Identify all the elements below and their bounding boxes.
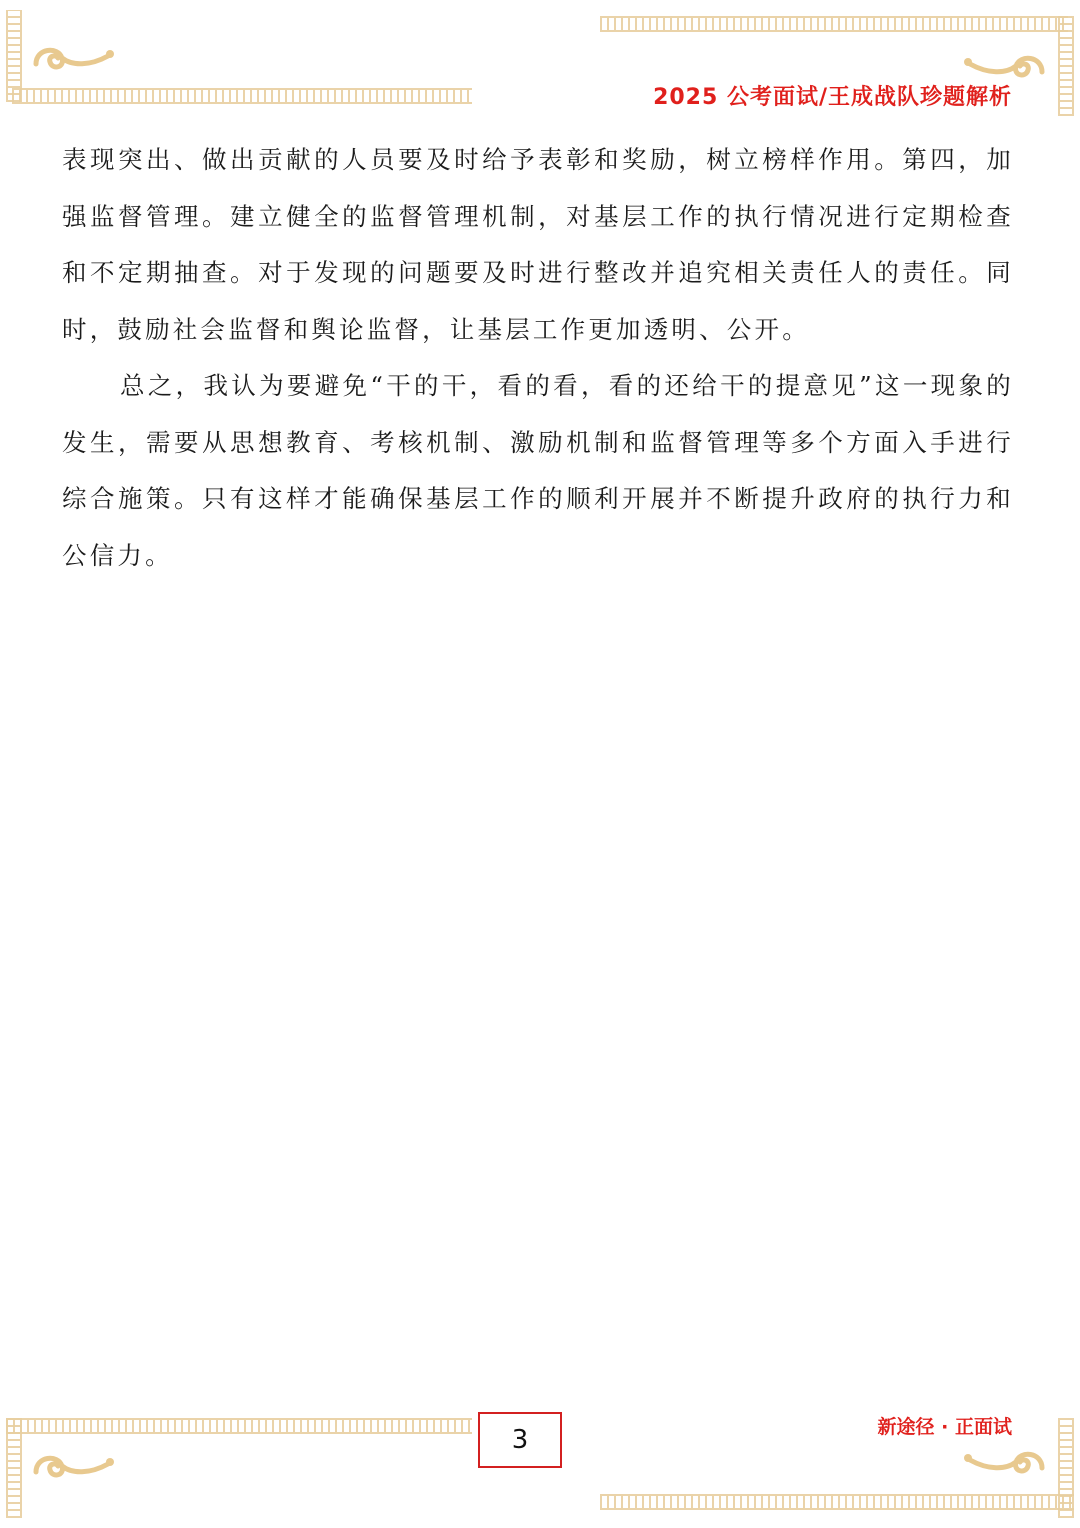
page-number: 3 (478, 1412, 562, 1468)
cloud-scroll-icon (960, 1440, 1050, 1490)
paragraph: 总之，我认为要避免“干的干，看的看，看的还给干的提意见”这一现象的发生，需要从思想教育、考核机制、激励机制和监督管理等多个方面入手进行综合施策。只有这样才能确保基层工作的顺利开展并不断提升政府的执行力和公信力。 (62, 371, 1014, 570)
bottom-left-ornament (0, 1410, 480, 1528)
header-title: 2025 公考面试/王成战队珍题解析 (653, 85, 1012, 110)
footer-slogan: 新途径 · 正面试 (877, 1416, 1012, 1438)
document-body (62, 132, 1014, 584)
top-left-ornament (0, 0, 480, 110)
cloud-scroll-icon (28, 36, 118, 86)
cloud-scroll-icon (28, 1444, 118, 1494)
paragraph: 表现突出、做出贡献的人员要及时给予表彰和奖励，树立榜样作用。第四，加强监督管理。建立健全的监督管理机制，对基层工作的执行情况进行定期检查和不定期抽查。对于发现的问题要及时进行整改并追究相关责任人的责任。同时，鼓励社会监督和舆论监督，让基层工作更加透明、公开。 (62, 145, 1014, 344)
